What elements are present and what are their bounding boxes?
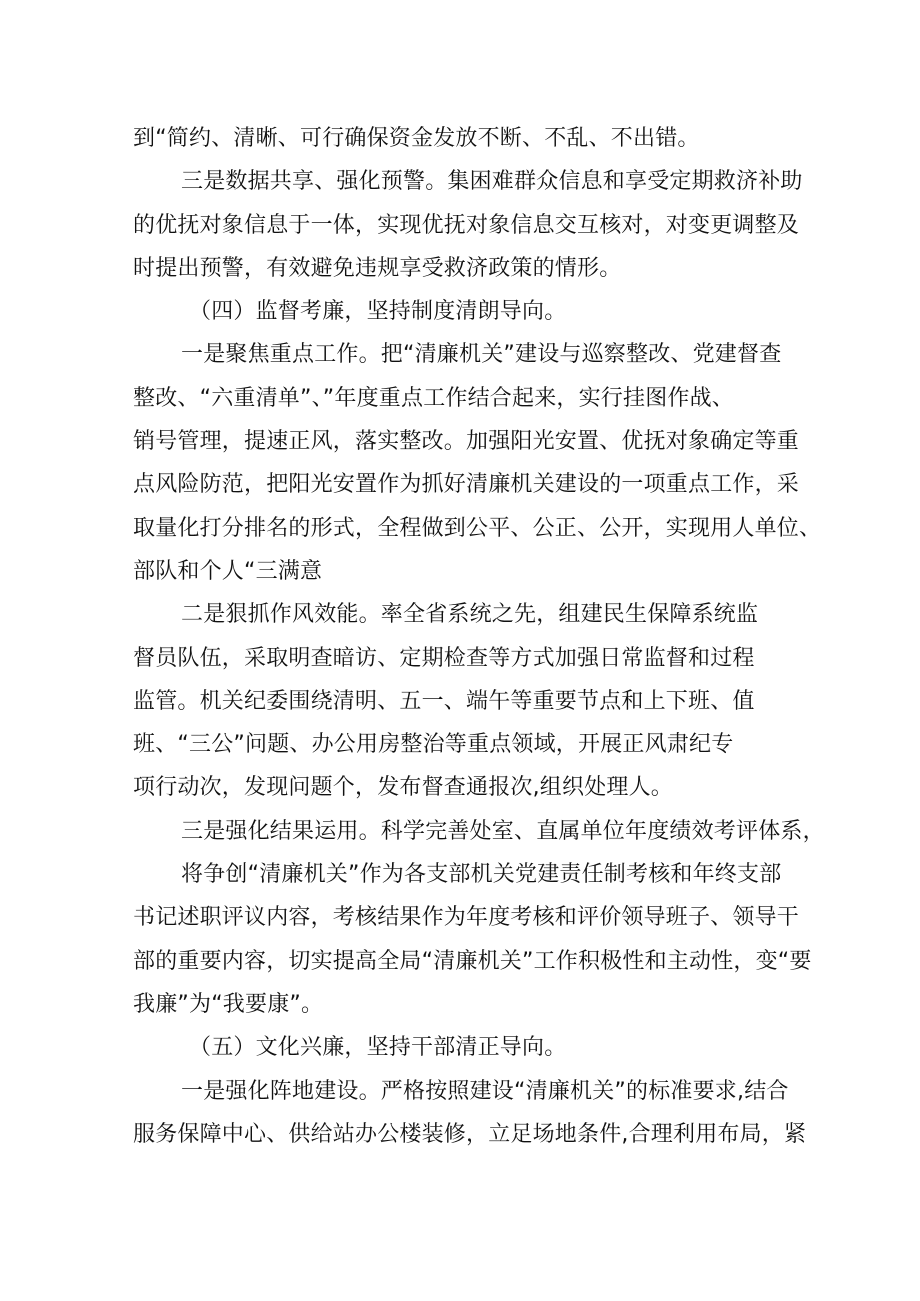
text-line: 整改、“六重清单”、”年度重点工作结合起来，实行挂图作战、 [133,385,734,411]
text-line: 部的重要内容，切实提高全局“清廉机关”工作积极性和主动性，变“要 [133,948,812,974]
text-line: 时提出预警，有效避免违规享受救济政策的情形。 [133,255,622,281]
text-line: 的优抚对象信息于一体，实现优抚对象信息交互核对，对变更调整及 [133,212,800,238]
text-line: 取量化打分排名的形式，全程做到公平、公正、公开，实现用人单位、 [133,515,822,541]
text-line: 销号管理，提速正风，落实整改。加强阳光安置、优抚对象确定等重 [133,429,800,455]
text-line: 三是数据共享、强化预警。集困难群众信息和享受定期救济补助 [181,169,803,195]
text-line: 一是聚焦重点工作。把“清廉机关”建设与巡察整改、党建督查 [181,342,782,368]
section-heading: （四）监督考廉，坚持制度清朗导向。 [189,299,567,325]
text-line: 项行动次，发现问题个，发布督查通报次,组织处理人。 [133,775,673,801]
document-body [133,117,825,1156]
text-line: 点风险防范，把阳光安置作为抓好清廉机关建设的一项重点工作，采 [133,472,800,498]
text-line: 班、“三公”问题、办公用房整治等重点领域，开展正风肃纪专 [133,732,734,758]
text-line: 书记述职评议内容，考核结果作为年度考核和评价领导班子、领导干 [133,905,800,931]
text-line: 监管。机关纪委围绕清明、五一、端午等重要节点和上下班、值 [133,688,755,714]
text-line: 服务保障中心、供给站办公楼装修，立足场地条件,合理利用布局，紧 [133,1121,807,1147]
text-line: 我廉”为“我要康”。 [133,991,324,1017]
text-line: 督员队伍，采取明查暗访、定期检查等方式加强日常监督和过程 [133,645,755,671]
section-heading: （五）文化兴廉，坚持干部清正导向。 [189,1035,567,1061]
text-line: 到“简约、清晰、可行确保资金发放不断、不乱、不出错。 [133,126,700,151]
text-line: 三是强化结果运用。科学完善处室、直属单位年度绩效考评体系， [181,818,825,844]
text-line: 将争创“清廉机关”作为各支部机关党建责任制考核和年终支部 [181,862,782,888]
text-line: 一是强化阵地建设。严格按照建设“清廉机关”的标准要求,结合 [181,1078,789,1104]
text-line: 二是狠抓作风效能。率全省系统之先，组建民生保障系统监 [181,602,759,628]
text-line: 部队和个人“三满意 [133,558,323,584]
